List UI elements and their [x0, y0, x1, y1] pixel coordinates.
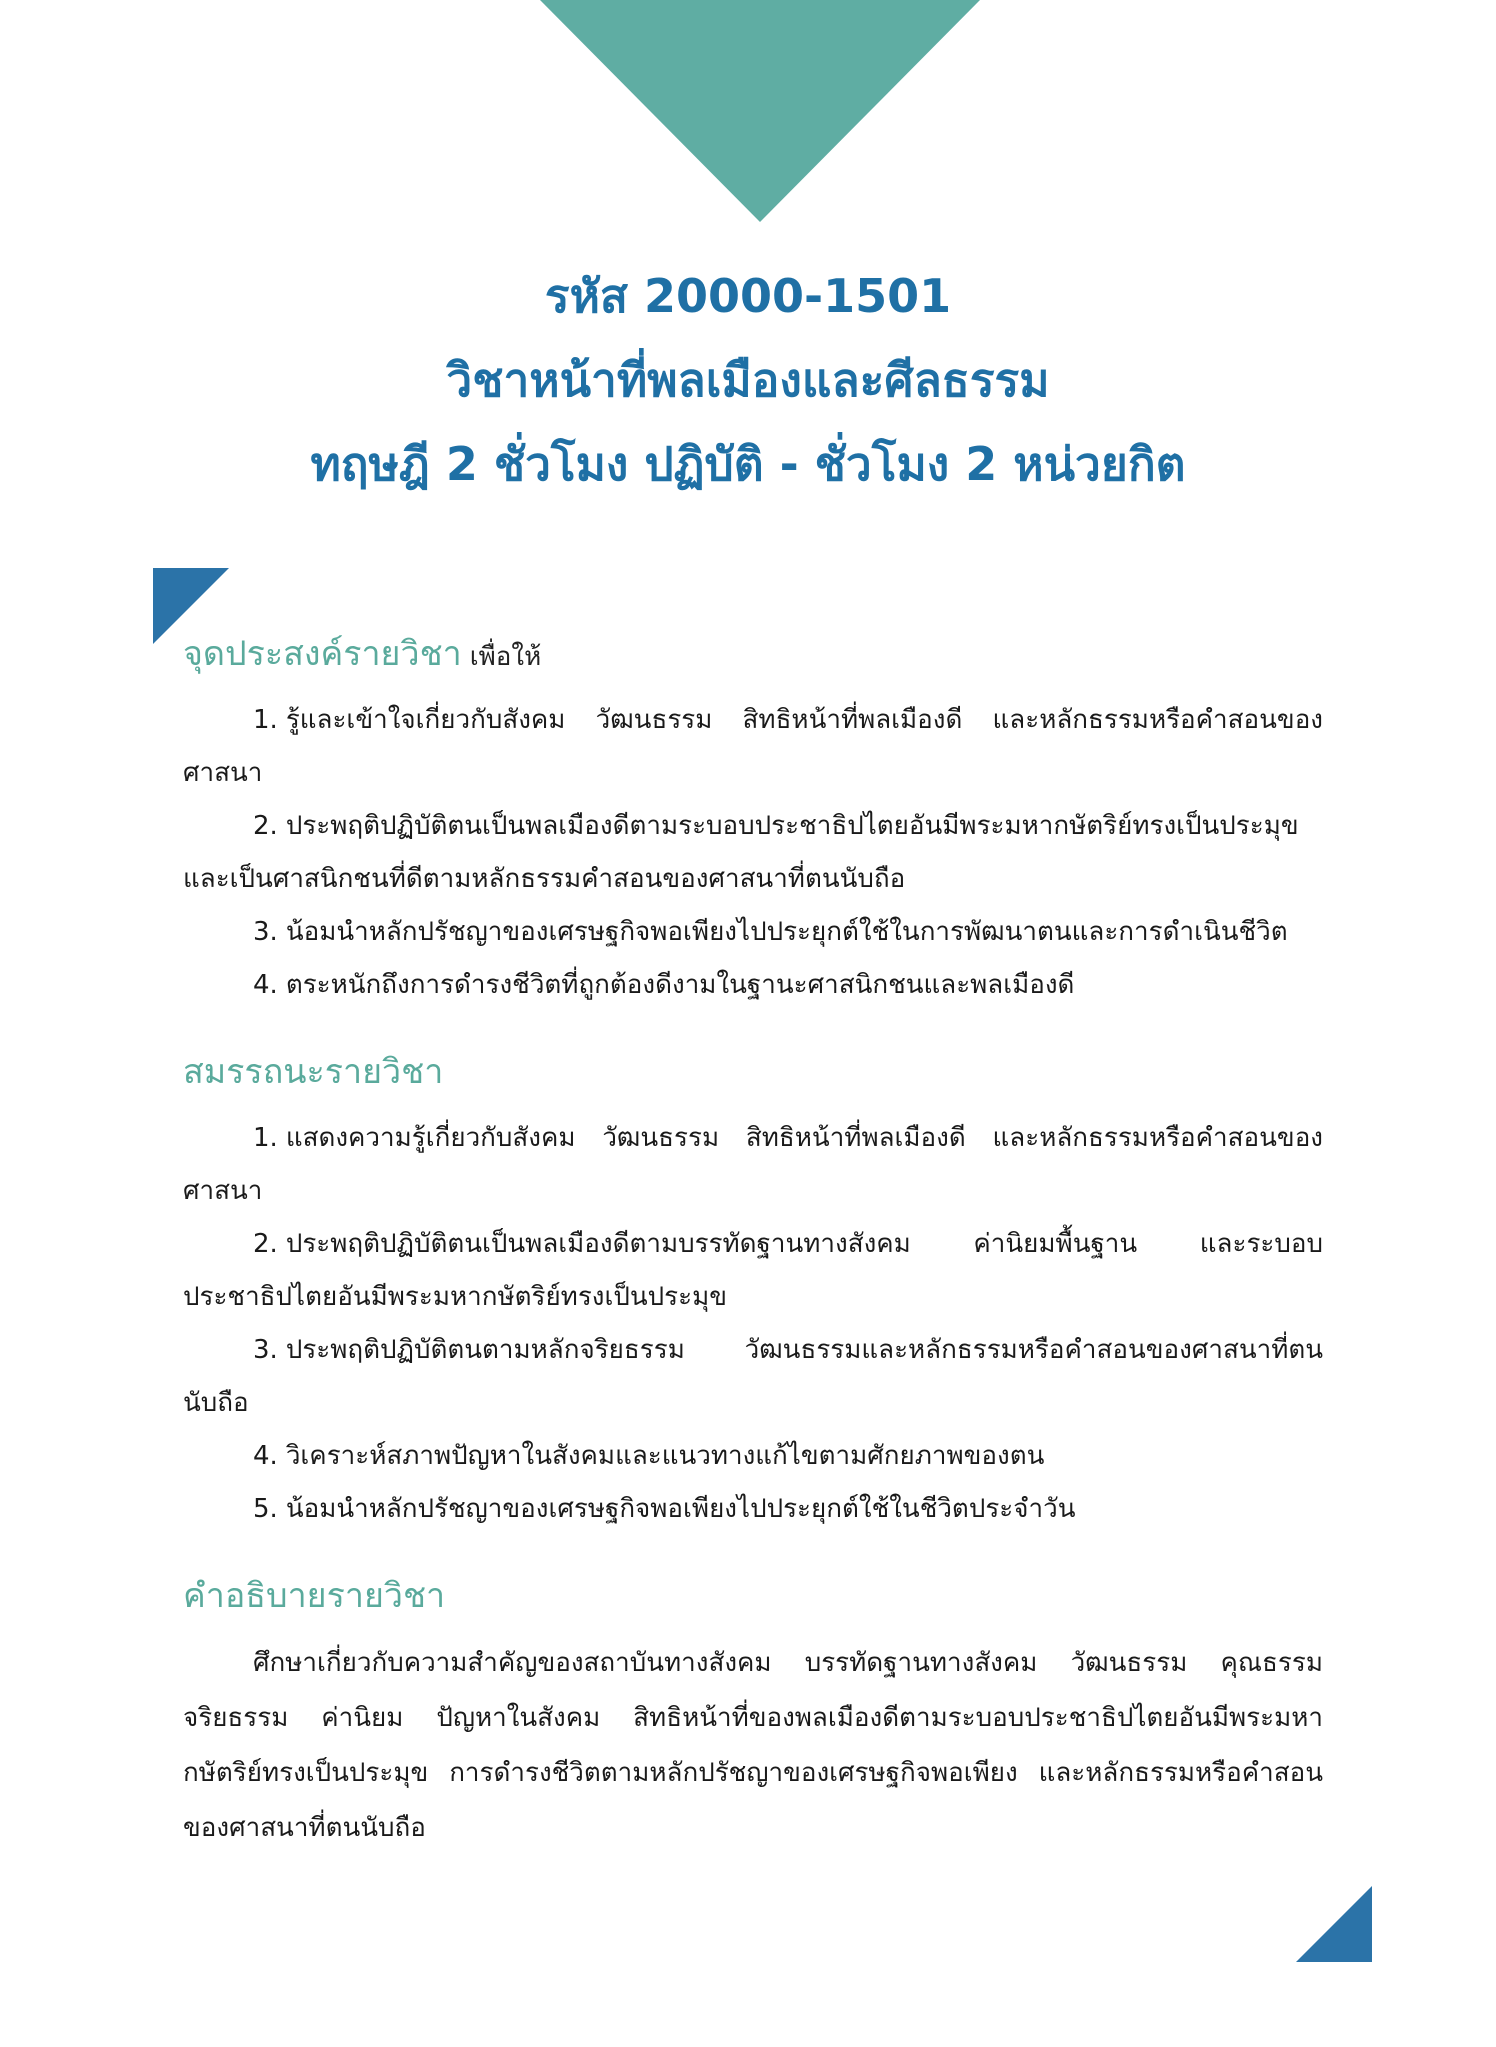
objective-item-3	[183, 906, 1323, 959]
course-hours: ทฤษฎี 2 ชั่วโมง ปฏิบัติ - ชั่วโมง 2 หน่วยกิต	[310, 437, 1186, 491]
item-text: ประพฤติปฏิบัติตนตามหลักจริยธรรม วัฒนธรรมและหลักธรรมหรือคำสอนของศาสนาที่ตนนับถือ	[183, 1335, 1323, 1418]
objective-item-1	[183, 694, 1323, 800]
course-code: รหัส 20000-1501	[544, 269, 952, 323]
item-number: 3.	[253, 1335, 278, 1365]
item-number: 2.	[253, 811, 278, 841]
item-number: 2.	[253, 1229, 278, 1259]
item-text: ประพฤติปฏิบัติตนเป็นพลเมืองดีตามบรรทัดฐานทางสังคม ค่านิยมพื้นฐาน และระบอบประชาธิปไตยอันมีพระมหากษัตริย์ทรงเป็นประมุข	[183, 1229, 1323, 1312]
item-text: แสดงความรู้เกี่ยวกับสังคม วัฒนธรรม สิทธิหน้าที่พลเมืองดี และหลักธรรมหรือคำสอนของศาสนา	[183, 1123, 1323, 1206]
course-title	[0, 254, 1496, 506]
item-text: รู้และเข้าใจเกี่ยวกับสังคม วัฒนธรรม สิทธิหน้าที่พลเมืองดี และหลักธรรมหรือคำสอนของศาสนา	[183, 705, 1323, 788]
competencies-heading: สมรรถนะรายวิชา	[183, 1052, 444, 1092]
competency-item-5	[183, 1483, 1323, 1536]
competency-item-2	[183, 1218, 1323, 1324]
competencies-list	[183, 1112, 1323, 1536]
description-heading: คำอธิบายรายวิชา	[183, 1576, 446, 1616]
course-content	[183, 630, 1323, 1892]
objectives-section	[183, 630, 1323, 1012]
objective-item-2	[183, 800, 1323, 906]
objectives-list	[183, 694, 1323, 1012]
item-number: 1.	[253, 1123, 278, 1153]
competency-item-3	[183, 1324, 1323, 1430]
item-number: 4.	[253, 1441, 278, 1471]
competencies-section	[183, 1048, 1323, 1536]
objectives-heading-suffix: เพื่อให้	[469, 642, 542, 672]
top-triangle-decoration	[540, 0, 980, 222]
item-number: 1.	[253, 705, 278, 735]
item-text: วิเคราะห์สภาพปัญหาในสังคมและแนวทางแก้ไขตามศักยภาพของตน	[285, 1441, 1045, 1471]
item-number: 3.	[253, 917, 278, 947]
objectives-heading-text: จุดประสงค์รายวิชา	[183, 634, 462, 674]
item-text: น้อมนำหลักปรัชญาของเศรษฐกิจพอเพียงไปประยุกต์ใช้ในชีวิตประจำวัน	[285, 1494, 1076, 1524]
item-number: 5.	[253, 1494, 278, 1524]
objective-item-4	[183, 959, 1323, 1012]
item-text: ประพฤติปฏิบัติตนเป็นพลเมืองดีตามระบอบประชาธิปไตยอันมีพระมหากษัตริย์ทรงเป็นประมุข และเป็นศาสนิกชนที่ดีตามหลักธรรมคำสอนของศาสนาที่ตนนับถือ	[183, 811, 1299, 894]
objectives-heading	[183, 630, 1323, 678]
item-number: 4.	[253, 970, 278, 1000]
item-text: น้อมนำหลักปรัชญาของเศรษฐกิจพอเพียงไปประยุกต์ใช้ในการพัฒนาตนและการดำเนินชีวิต	[285, 917, 1288, 947]
competency-item-4	[183, 1430, 1323, 1483]
corner-triangle-decoration-bottom-right	[1296, 1886, 1372, 1962]
description-section	[183, 1572, 1323, 1856]
competency-item-1	[183, 1112, 1323, 1218]
item-text: ตระหนักถึงการดำรงชีวิตที่ถูกต้องดีงามในฐานะศาสนิกชนและพลเมืองดี	[285, 970, 1075, 1000]
description-paragraph: ศึกษาเกี่ยวกับความสำคัญของสถาบันทางสังคม บรรทัดฐานทางสังคม วัฒนธรรม คุณธรรม จริยธรรม ค่านิยม ปัญหาในสังคม สิทธิหน้าที่ของพลเมืองดีตามระบอบประชาธิปไตยอันมีพระมหากษัตริย์ทรงเป็นประมุข การดำรงชีวิตตามหลักปรัชญาของเศรษฐกิจพอเพียง และหลักธรรมหรือคำสอนของศาสนาที่ตนนับถือ	[183, 1648, 1323, 1843]
course-name: วิชาหน้าที่พลเมืองและศีลธรรม	[446, 353, 1050, 407]
